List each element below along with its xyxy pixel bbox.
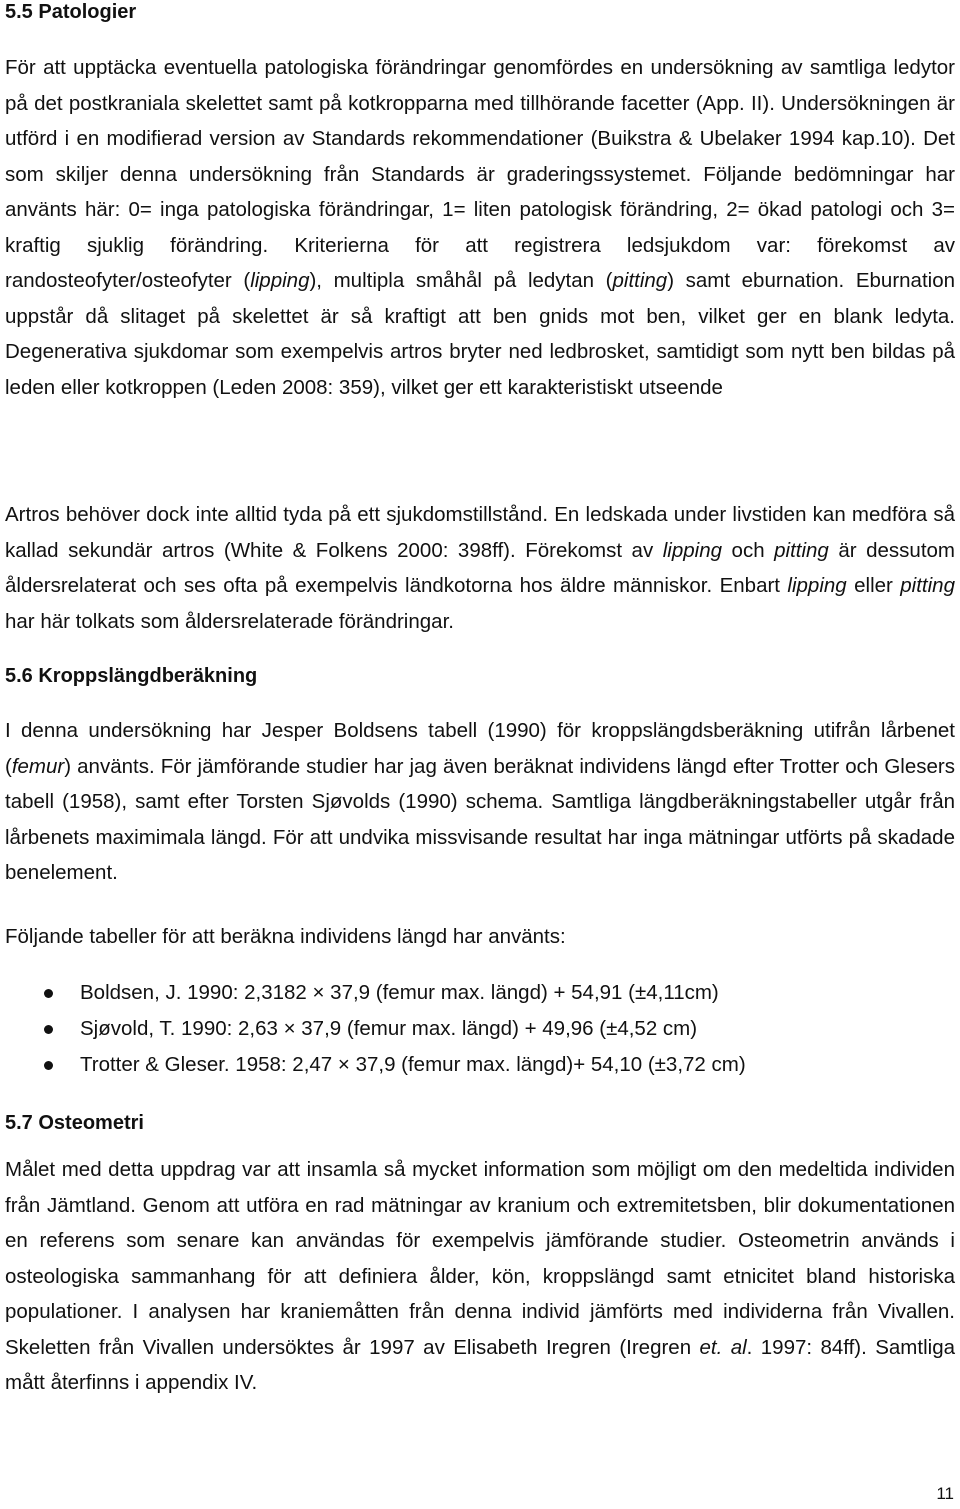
italic-term: lipping — [250, 269, 310, 292]
text-run: För att upptäcka eventuella patologiska förändringar genomfördes en undersökning av samtliga ledytor på det postkraniala skelettet samt på kotkropparna med tillhörande facetter (App. II). Undersökningen är utförd i en modifierad version av Standards rekommendationer (Buikstra & Ubelaker 1994 kap.10). Det som skiljer denna undersökning från Standards är graderingssystemet. Följande bedömningar har använts här: 0= inga patologiska förändringar, 1= liten patologisk förändring, 2= ökad patologi och 3= kraftig sjuklig förändring. Kriterierna för att registrera ledsjukdom var: förekomst av randosteofyter/osteofyter ( — [5, 56, 955, 292]
text-run: eller — [846, 574, 901, 597]
italic-term: pitting — [900, 574, 955, 597]
section-heading-patologier: 5.5 Patologier — [5, 1, 137, 23]
italic-term: femur — [11, 754, 65, 778]
italic-term: pitting — [612, 269, 668, 292]
paragraph-osteometri — [5, 1152, 955, 1401]
bullet-icon — [44, 1025, 53, 1034]
text-run: och — [722, 538, 775, 562]
text-run: ) samt eburnation. Eburnation uppstår då slitaget på skelettet är så kraftigt att ben gnids mot ben, vilket ger en blank ledyta. Degenerativa sjukdomar som exempelvis artros bryter ned ledbrosket, samtidigt som nytt ben bildas på leden eller kotkroppen (Leden 2008: 359), vilket ger ett karakteristiskt utseende — [5, 269, 955, 399]
text-run: ), multipla småhål på ledytan ( — [309, 269, 613, 292]
formula-text: Sjøvold, T. 1990: 2,63 × 37,9 (femur max. längd) + 49,96 (±4,52 cm) — [80, 1017, 698, 1040]
list-item — [5, 1011, 955, 1047]
italic-term: lipping — [787, 574, 847, 597]
italic-term: et. al — [699, 1335, 747, 1359]
text-run: I denna undersökning har Jesper Boldsens tabell (1990) för kroppslängdsberäkning utifrån lårbenet ( — [5, 719, 955, 778]
italic-term: pitting — [774, 538, 829, 562]
paragraph-patologier-2 — [5, 497, 955, 639]
italic-term: lipping — [662, 538, 723, 562]
section-heading-osteometri: 5.7 Osteometri — [5, 1112, 144, 1134]
formula-list — [5, 975, 955, 1083]
list-item — [5, 975, 955, 1011]
paragraph-kroppslangd-1 — [5, 713, 955, 891]
list-item — [5, 1047, 955, 1083]
bullet-icon — [44, 989, 53, 998]
paragraph-kroppslangd-2: Följande tabeller för att beräkna individens längd har använts: — [5, 925, 566, 948]
text-run: Artros behöver dock inte alltid tyda på ett sjukdomstillstånd. En ledskada under livstiden kan medföra så kallad sekundär artros (White & Folkens 2000: 398ff). Förekomst av — [5, 503, 955, 562]
text-run: Målet med detta uppdrag var att insamla så mycket information som möjligt om den medeltida individen från Jämtland. Genom att utföra en rad mätningar av kranium och extremitetsben, blir dokumentationen en referens som senare kan användas för exempelvis jämförande studier. Osteometrin används i osteologiska sammanhang för att definiera ålder, kön, kroppslängd samt etnicitet bland historiska populationer. I analysen har kraniemåtten från denna individ jämförts med individerna från Vivallen. Skeletten från Vivallen undersöktes år 1997 av Elisabeth Iregren (Iregren — [5, 1158, 955, 1359]
text-run: . 1997: 84ff). Samtliga mått återfinns i appendix IV. — [5, 1335, 955, 1394]
bullet-icon — [44, 1061, 53, 1070]
text-run: ) använts. För jämförande studier har jag även beräknat individens längd efter Trotter och Glesers tabell (1958), samt efter Torsten Sjøvolds (1990) schema. Samtliga längdberäkningstabeller utgår från lårbenets maximimala längd. För att undvika missvisande resultat har inga mätningar utförts på skadade benelement. — [5, 754, 955, 884]
formula-text: Boldsen, J. 1990: 2,3182 × 37,9 (femur max. längd) + 54,91 (±4,11cm) — [80, 981, 719, 1004]
text-run: är dessutom åldersrelaterat och ses ofta på exempelvis ländkotorna hos äldre människor. Enbart — [5, 538, 955, 597]
page-number: 11 — [936, 1484, 954, 1503]
paragraph-patologier-1 — [5, 50, 955, 405]
section-heading-kroppslangd: 5.6 Kroppslängdberäkning — [5, 665, 258, 687]
text-run: har här tolkats som åldersrelaterade förändringar. — [5, 609, 454, 633]
formula-text: Trotter & Gleser. 1958: 2,47 × 37,9 (femur max. längd)+ 54,10 (±3,72 cm) — [80, 1053, 746, 1076]
